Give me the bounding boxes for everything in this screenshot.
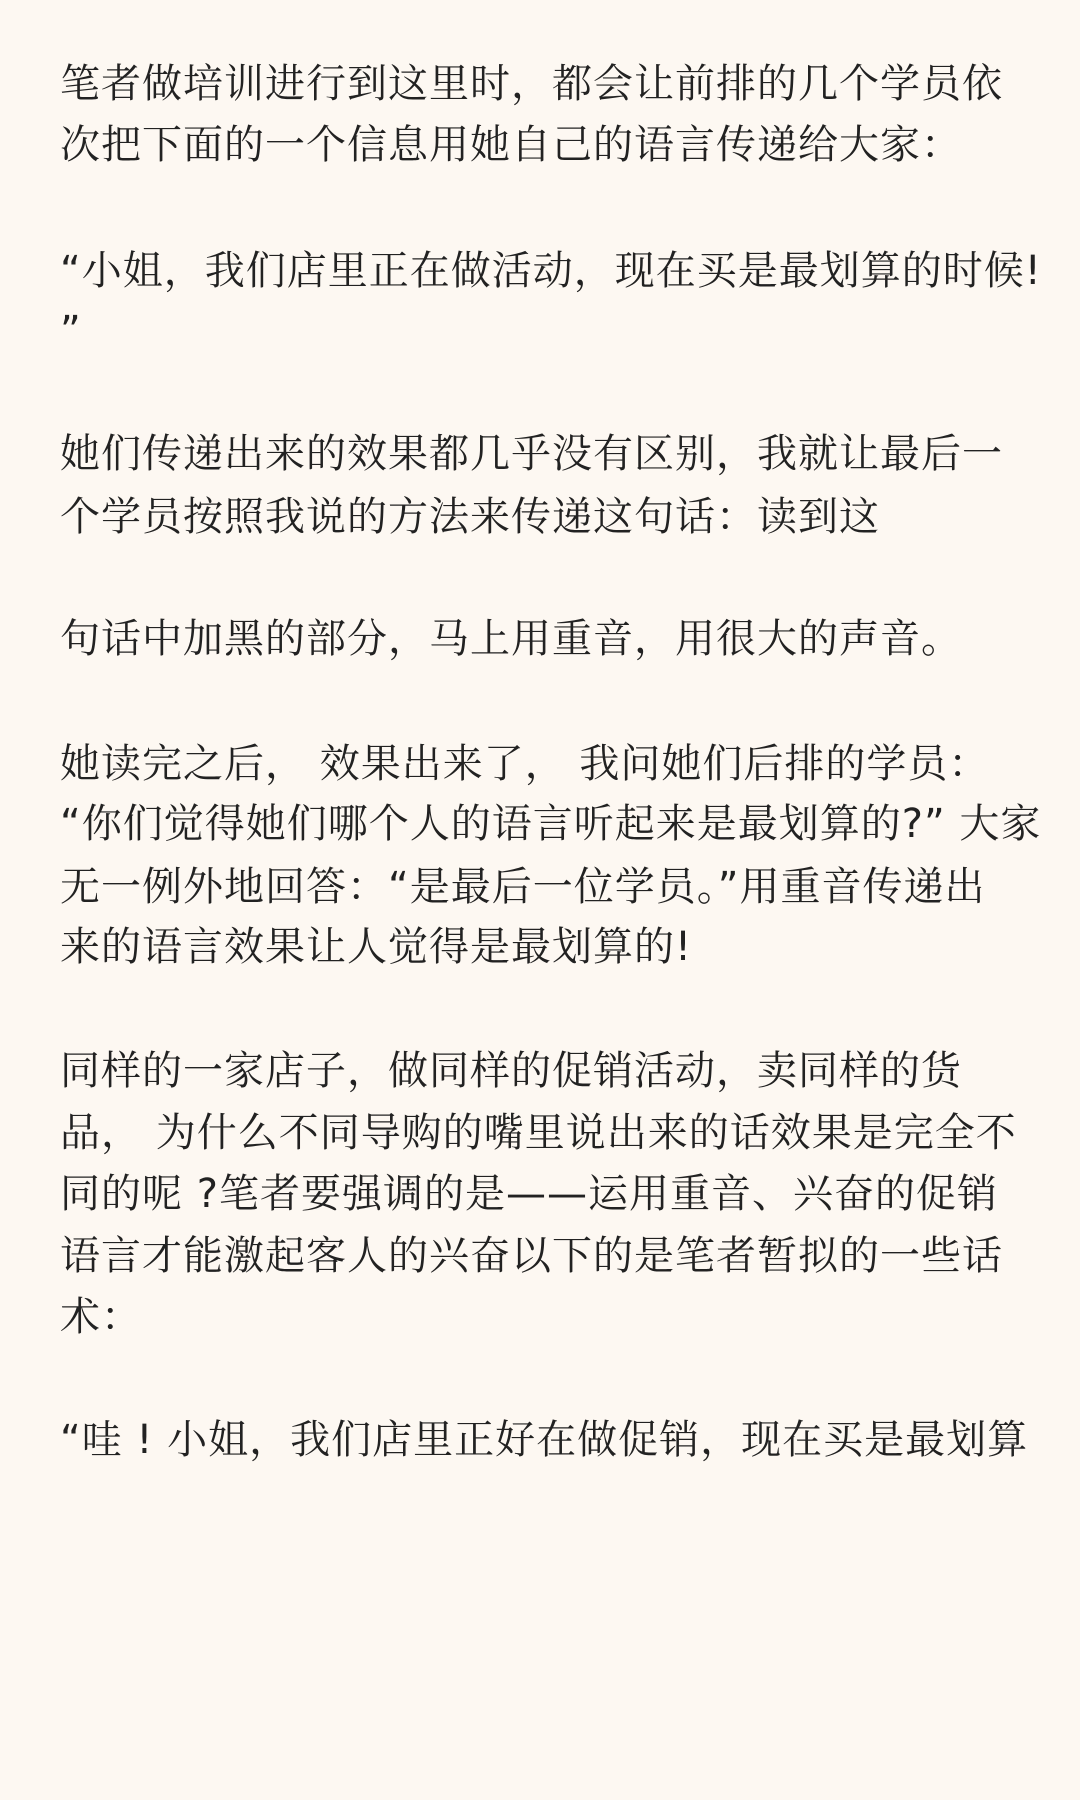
article-line-15: 语言才能激起客人的兴奋以下的是笔者暂拟的一些话	[60, 1233, 1003, 1279]
article-line-4: ”	[60, 308, 82, 354]
article-line-11: 来的语言效果让人觉得是最划算的!	[60, 924, 693, 970]
article-line-12: 同样的一家店子，做同样的促销活动，卖同样的货	[60, 1048, 962, 1094]
article-line-9: “你们觉得她们哪个人的语言听起来是最划算的?” 大家	[60, 801, 1042, 847]
article-line-10: 无一例外地回答：“是最后一位学员。”用重音传递出	[60, 864, 986, 910]
article-line-17: “哇 ! 小姐，我们店里正好在做促销，现在买是最划算	[60, 1417, 1029, 1463]
article-line-13: 品， 为什么不同导购的嘴里说出来的话效果是完全不	[60, 1110, 1017, 1156]
article-line-2: 次把下面的一个信息用她自己的语言传递给大家：	[60, 122, 962, 168]
article-line-3: “小姐，我们店里正在做活动，现在买是最划算的时候!	[60, 248, 1042, 294]
article-line-7: 句话中加黑的部分，马上用重音，用很大的声音。	[60, 616, 962, 662]
article-line-8: 她读完之后， 效果出来了， 我问她们后排的学员：	[60, 741, 990, 787]
article-line-6: 个学员按照我说的方法来传递这句话：读到这	[60, 494, 880, 540]
article-line-16: 术：	[60, 1294, 142, 1340]
article-line-1: 笔者做培训进行到这里时，都会让前排的几个学员依	[60, 61, 1003, 107]
article-line-14: 同的呢 ?笔者要强调的是——运用重音、兴奋的促销	[60, 1171, 998, 1217]
article-line-5: 她们传递出来的效果都几乎没有区别，我就让最后一	[60, 431, 1003, 477]
